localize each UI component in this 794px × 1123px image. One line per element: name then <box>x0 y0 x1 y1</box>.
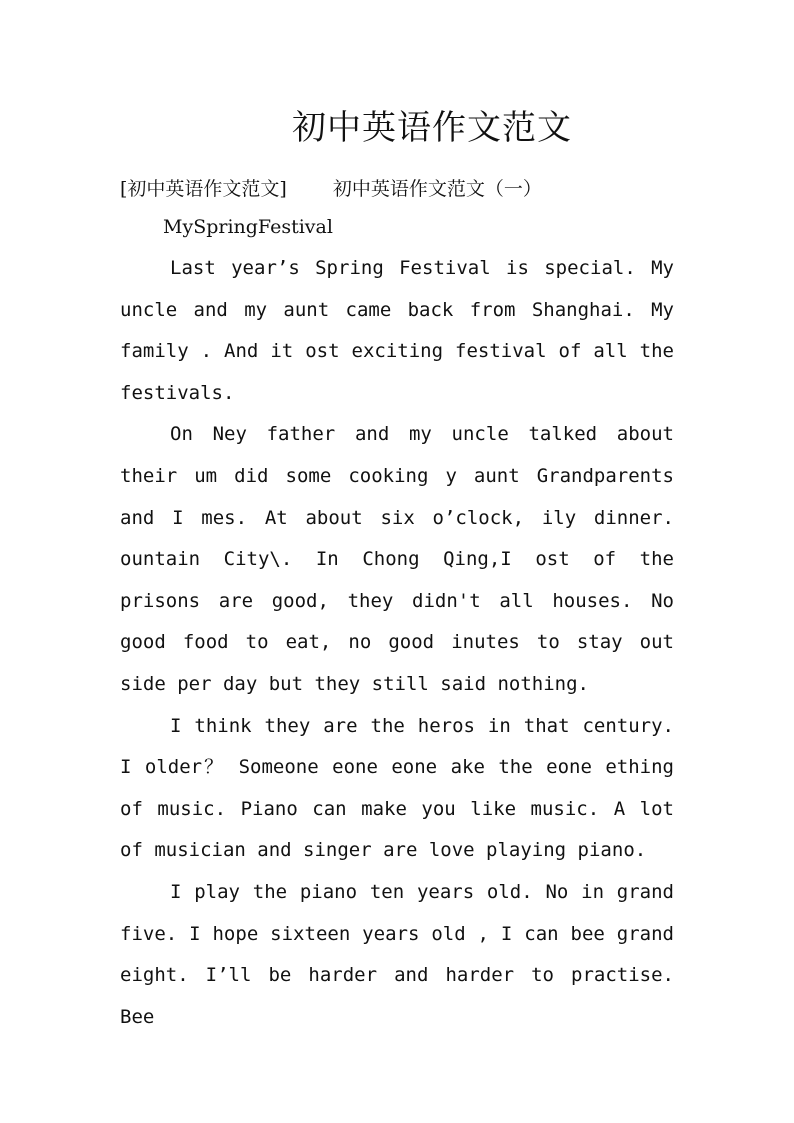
essay-body <box>120 248 674 1038</box>
paragraph: On Ney father and my uncle talked about their um did some cooking y aunt Grandparents and I mes. At about six o’clock, ily dinner. ountain City\. In Chong Qing,I ost of the prisons are good, they didn't all houses. No good food to eat, no good inutes to stay out side per day but they still said nothing. <box>120 423 674 695</box>
paragraph: Last year’s Spring Festival is special. My uncle and my aunt came back from Shanghai. My family . And it ost exciting festival of all the festivals. <box>120 257 674 404</box>
category-tag: [初中英语作文范文] <box>120 178 287 200</box>
page-title: 初中英语作文范文 <box>292 108 572 148</box>
header-line <box>120 174 542 201</box>
paragraph: I think they are the heros in that century. I older？ Someone eone eone ake the eone ething of music. Piano can make you like music. A lot of musician and singer are love playing piano. <box>120 714 674 862</box>
essay-title: MySpringFestival <box>163 216 333 238</box>
section-heading: 初中英语作文范文（一） <box>332 178 542 200</box>
paragraph: I play the piano ten years old. No in grand five. I hope sixteen years old , I can bee grand eight. I’ll be harder and harder to practise. Bee <box>120 880 674 1028</box>
